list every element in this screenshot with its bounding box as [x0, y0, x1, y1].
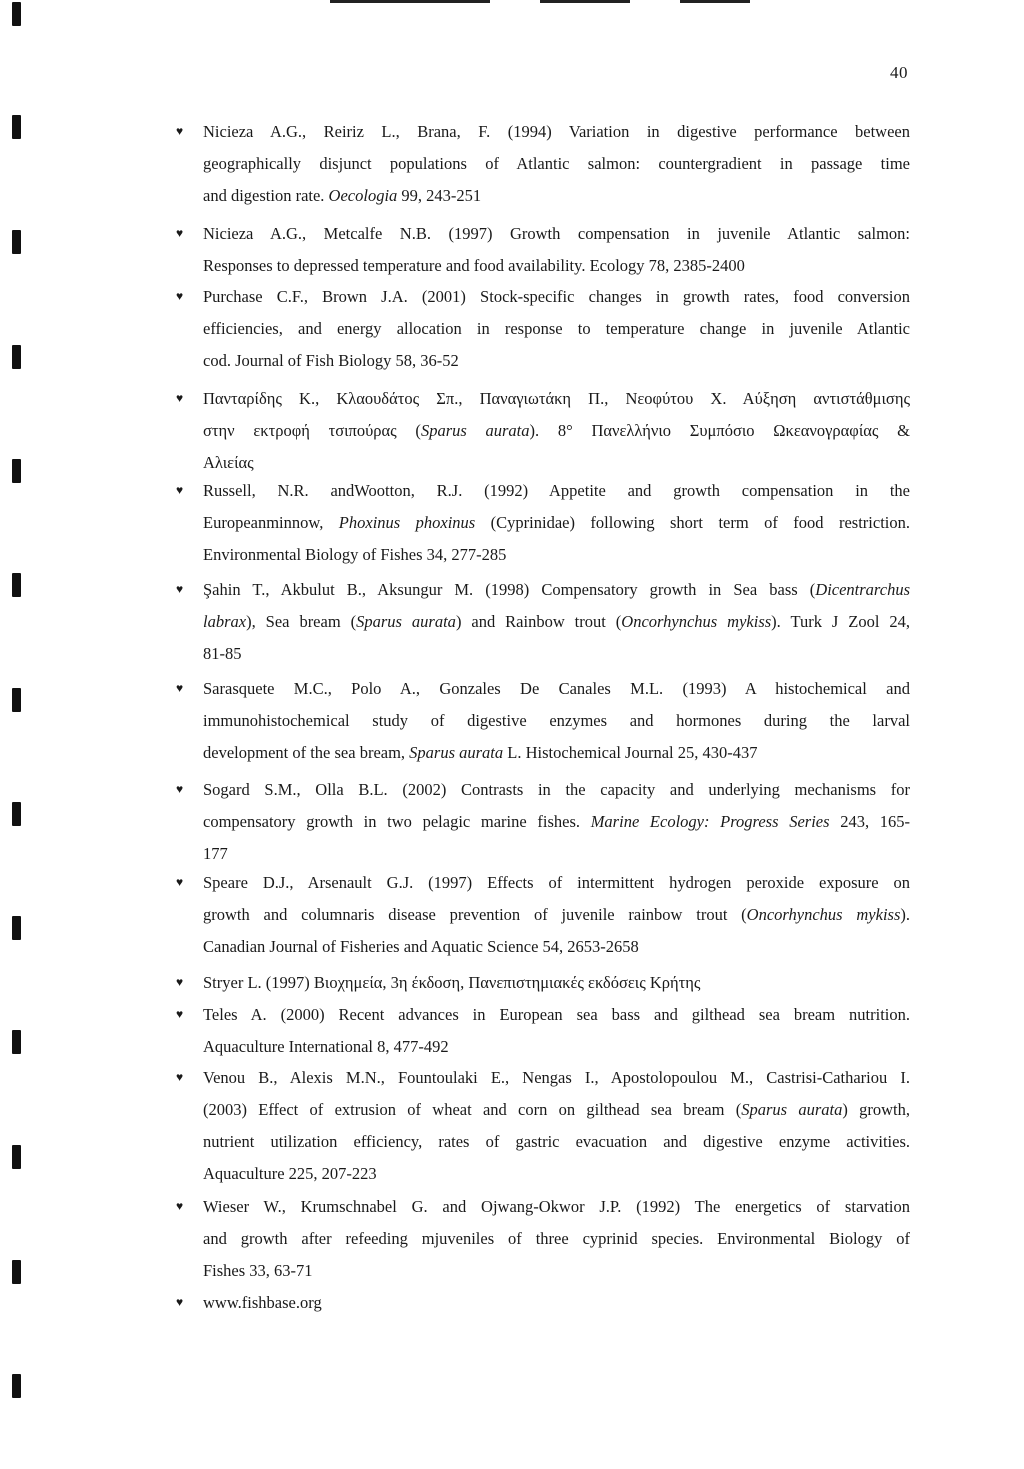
reference-line	[203, 967, 910, 999]
italic-text: Sparus aurata	[356, 612, 456, 631]
bullet-heart-icon: ♥	[176, 1295, 184, 1309]
italic-text: Marine Ecology: Progress Series	[590, 812, 830, 831]
italic-text: labrax	[203, 612, 247, 631]
reference-line	[203, 1062, 910, 1094]
italic-text: Sparus aurata	[420, 421, 530, 440]
reference-text: Nicieza A.G., Reiriz L., Brana, F. (1994) Variation in digestive performance between	[203, 122, 910, 141]
reference-text: immunohistochemical study of digestive enzymes and hormones during the larval	[203, 711, 910, 730]
reference-item	[176, 574, 910, 670]
reference-text: ) and Rainbow trout (	[455, 612, 622, 631]
bullet-heart-icon: ♥	[176, 681, 184, 695]
italic-text: Oncorhynchus mykiss	[621, 612, 772, 631]
italic-text: Sparus aurata	[409, 743, 504, 762]
bullet-heart-icon: ♥	[176, 1199, 184, 1213]
binder-mark	[12, 345, 21, 369]
reference-line	[203, 313, 910, 345]
reference-line	[203, 1126, 910, 1158]
italic-text: Oecologia	[328, 186, 398, 205]
reference-text: 81-85	[203, 644, 242, 663]
reference-text: ) growth,	[842, 1100, 910, 1119]
reference-line	[203, 1223, 910, 1255]
bullet-heart-icon: ♥	[176, 875, 184, 889]
reference-line	[203, 475, 910, 507]
reference-text: Aquaculture International 8, 477-492	[203, 1037, 449, 1056]
reference-text: Teles A. (2000) Recent advances in European sea bass and gilthead sea bream nutrition.	[203, 1005, 910, 1024]
binder-mark	[12, 115, 21, 139]
reference-item	[176, 867, 910, 963]
reference-item	[176, 1191, 910, 1287]
reference-line	[203, 705, 910, 737]
reference-line	[203, 899, 910, 931]
reference-line	[203, 1287, 910, 1319]
bullet-heart-icon: ♥	[176, 782, 184, 796]
reference-line	[203, 673, 910, 705]
bullet-heart-icon: ♥	[176, 391, 184, 405]
reference-text: 99, 243-251	[397, 186, 482, 205]
reference-line	[203, 737, 910, 769]
reference-text: Πανταρίδης Κ., Κλαουδάτος Σπ., Παναγιωτάκη Π., Νεοφύτου Χ. Αύξηση αντιστάθμισης	[203, 389, 910, 408]
reference-text: Sogard S.M., Olla B.L. (2002) Contrasts in the capacity and underlying mechanisms for	[203, 780, 910, 799]
reference-line	[203, 250, 910, 282]
reference-text: (2003) Effect of extrusion of wheat and corn on gilthead sea bream (	[203, 1100, 742, 1119]
bullet-heart-icon: ♥	[176, 124, 184, 138]
reference-line	[203, 606, 910, 638]
reference-text: compensatory growth in two pelagic marine fishes.	[203, 812, 591, 831]
reference-text: Aquaculture 225, 207-223	[203, 1164, 377, 1183]
binder-mark	[12, 1260, 21, 1284]
reference-line	[203, 1191, 910, 1223]
reference-line	[203, 281, 910, 313]
reference-text: (Cyprinidae) following short term of food restriction.	[475, 513, 910, 532]
reference-text: Wieser W., Krumschnabel G. and Ojwang-Okwor J.P. (1992) The energetics of starvation	[203, 1197, 910, 1216]
reference-line	[203, 180, 910, 212]
page-number: 40	[890, 63, 908, 82]
scan-edge-rule-right	[680, 0, 750, 3]
binder-mark	[12, 1374, 21, 1398]
reference-text: L. Histochemical Journal 25, 430-437	[503, 743, 758, 762]
bullet-heart-icon: ♥	[176, 582, 184, 596]
reference-text: and digestion rate.	[203, 186, 329, 205]
reference-text: and growth after refeeding mjuveniles of three cyprinid species. Environmental Biology of	[203, 1229, 910, 1248]
reference-text: Europeanminnow,	[203, 513, 339, 532]
reference-text: ), Sea bream (	[246, 612, 357, 631]
bullet-heart-icon: ♥	[176, 226, 184, 240]
binder-mark	[12, 459, 21, 483]
reference-text: Fishes 33, 63-71	[203, 1261, 313, 1280]
reference-line	[203, 999, 910, 1031]
binder-mark	[12, 573, 21, 597]
reference-line	[203, 1094, 910, 1126]
reference-line	[203, 1255, 910, 1287]
reference-item	[176, 774, 910, 870]
reference-item	[176, 383, 910, 479]
reference-line	[203, 148, 910, 180]
scan-edge-rule-center	[540, 0, 630, 3]
binder-mark	[12, 688, 21, 712]
reference-text: 243, 165-	[829, 812, 910, 831]
binder-mark	[12, 1145, 21, 1169]
binder-mark	[12, 230, 21, 254]
reference-line	[203, 867, 910, 899]
reference-item	[176, 218, 910, 282]
scan-edge-rule-left	[330, 0, 490, 3]
reference-line	[203, 218, 910, 250]
italic-text: Dicentrarchus	[815, 580, 910, 599]
italic-text: Sparus aurata	[741, 1100, 843, 1119]
reference-line	[203, 931, 910, 963]
reference-line	[203, 774, 910, 806]
reference-text: Responses to depressed temperature and food availability. Ecology 78, 2385-2400	[203, 256, 745, 275]
bullet-heart-icon: ♥	[176, 289, 184, 303]
binder-mark	[12, 2, 21, 26]
reference-text: nutrient utilization efficiency, rates of gastric evacuation and digestive enzyme activities.	[203, 1132, 910, 1151]
reference-text: Venou B., Alexis M.N., Fountoulaki E., Nengas I., Apostolopoulou M., Castrisi-Cathariou I.	[203, 1068, 910, 1087]
reference-line	[203, 1031, 910, 1063]
reference-text: geographically disjunct populations of Atlantic salmon: countergradient in passage time	[203, 154, 910, 173]
reference-text: 177	[203, 844, 228, 863]
bullet-heart-icon: ♥	[176, 1007, 184, 1021]
reference-text: Αλιείας	[203, 453, 254, 472]
reference-item	[176, 116, 910, 212]
reference-line	[203, 345, 910, 377]
reference-line	[203, 806, 910, 838]
reference-line	[203, 574, 910, 606]
reference-line	[203, 507, 910, 539]
reference-line	[203, 838, 910, 870]
reference-text: ).	[900, 905, 910, 924]
reference-line	[203, 415, 910, 447]
reference-item	[176, 1287, 910, 1319]
binder-mark	[12, 916, 21, 940]
reference-text: Canadian Journal of Fisheries and Aquatic Science 54, 2653-2658	[203, 937, 639, 956]
reference-item	[176, 673, 910, 769]
reference-text: Russell, N.R. andWootton, R.J. (1992) Appetite and growth compensation in the	[203, 481, 910, 500]
reference-line	[203, 116, 910, 148]
reference-item	[176, 281, 910, 377]
reference-line	[203, 1158, 910, 1190]
reference-text: Speare D.J., Arsenault G.J. (1997) Effects of intermittent hydrogen peroxide exposure on	[203, 873, 910, 892]
reference-item	[176, 999, 910, 1063]
reference-text: Purchase C.F., Brown J.A. (2001) Stock-specific changes in growth rates, food conversion	[203, 287, 910, 306]
reference-text: cod. Journal of Fish Biology 58, 36-52	[203, 351, 459, 370]
reference-text: ). 8° Πανελλήνιο Συμπόσιο Ωκεανογραφίας &	[529, 421, 910, 440]
reference-text: Environmental Biology of Fishes 34, 277-285	[203, 545, 507, 564]
reference-text: efficiencies, and energy allocation in response to temperature change in juvenile Atlantic	[203, 319, 910, 338]
italic-text: Phoxinus phoxinus	[338, 513, 476, 532]
reference-item	[176, 1062, 910, 1190]
reference-line	[203, 539, 910, 571]
reference-text: Şahin T., Akbulut B., Aksungur M. (1998) Compensatory growth in Sea bass (	[203, 580, 816, 599]
bullet-heart-icon: ♥	[176, 1070, 184, 1084]
reference-line	[203, 383, 910, 415]
binder-mark	[12, 802, 21, 826]
reference-text: Stryer L. (1997) Βιοχημεία, 3η έκδοση, Πανεπιστημιακές εκδόσεις Κρήτης	[203, 973, 701, 992]
reference-text: ). Turk J Zool 24,	[771, 612, 910, 631]
reference-text: Sarasquete M.C., Polo A., Gonzales De Canales M.L. (1993) A histochemical and	[203, 679, 910, 698]
reference-item	[176, 967, 910, 999]
italic-text: Oncorhynchus mykiss	[746, 905, 901, 924]
reference-item	[176, 475, 910, 571]
bullet-heart-icon: ♥	[176, 483, 184, 497]
reference-text: development of the sea bream,	[203, 743, 410, 762]
reference-text: Nicieza A.G., Metcalfe N.B. (1997) Growth compensation in juvenile Atlantic salmon:	[203, 224, 910, 243]
reference-text: στην εκτροφή τσιπούρας (	[203, 421, 421, 440]
reference-text: growth and columnaris disease prevention of juvenile rainbow trout (	[203, 905, 747, 924]
reference-text: www.fishbase.org	[203, 1293, 322, 1312]
binder-mark	[12, 1030, 21, 1054]
reference-line	[203, 638, 910, 670]
bullet-heart-icon: ♥	[176, 975, 184, 989]
